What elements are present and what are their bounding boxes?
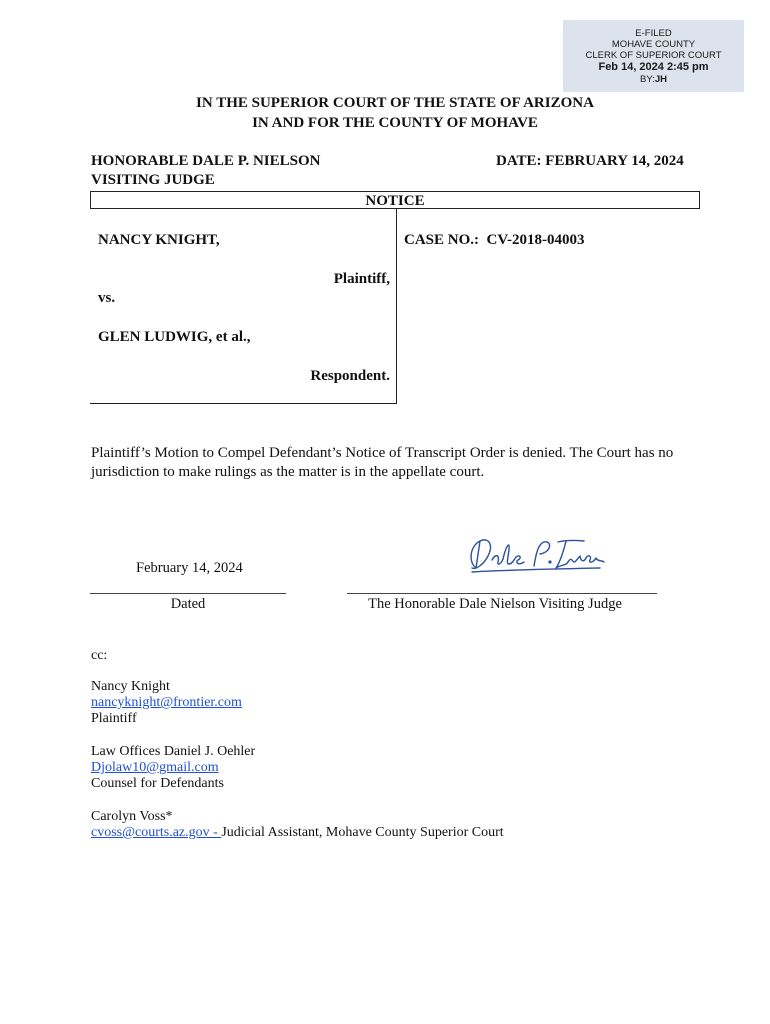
stamp-line-county: MOHAVE COUNTY xyxy=(611,39,696,50)
defendant-name: GLEN LUDWIG, et al., xyxy=(98,329,251,345)
cc-recipient-email-link[interactable]: cvoss@courts.az.gov - xyxy=(91,825,222,840)
stamp-datetime: Feb 14, 2024 2:45 pm xyxy=(598,61,709,73)
cc-recipient-1 xyxy=(91,679,242,727)
judge-signature-image xyxy=(462,532,607,578)
date-signature-line xyxy=(90,593,286,594)
defendant-role: Respondent. xyxy=(310,368,390,384)
caption-divider-vertical xyxy=(396,209,397,404)
signature-date: February 14, 2024 xyxy=(136,560,243,576)
case-number: CASE NO.: CV-2018-04003 xyxy=(404,232,585,248)
cc-recipient-name: Nancy Knight xyxy=(91,679,170,694)
notice-title: NOTICE xyxy=(90,191,700,209)
ruling-paragraph: Plaintiff’s Motion to Compel Defendant’s Notice of Transcript Order is denied. The Court has no jurisdiction to make rulings as the matter is in the appellate court. xyxy=(91,445,674,480)
stamp-by-label: BY: xyxy=(640,74,655,85)
cc-recipient-role: Counsel for Defendants xyxy=(91,776,224,791)
judge-title: VISITING JUDGE xyxy=(91,172,215,188)
plaintiff-name: NANCY KNIGHT, xyxy=(98,232,220,248)
versus: vs. xyxy=(98,290,116,306)
judge-signature-label: The Honorable Dale Nielson Visiting Judge xyxy=(368,596,622,612)
cc-recipient-contact-line xyxy=(91,825,711,841)
cc-recipient-name: Carolyn Voss* xyxy=(91,809,173,824)
cc-label: cc: xyxy=(91,648,108,663)
cc-recipient-email-link[interactable]: nancyknight@frontier.com xyxy=(91,695,242,710)
cc-recipient-email-link[interactable]: Djolaw10@gmail.com xyxy=(91,760,219,775)
court-heading-line2: IN AND FOR THE COUNTY OF MOHAVE xyxy=(252,115,538,131)
cc-recipient-role: Judicial Assistant, Mohave County Superior Court xyxy=(221,825,504,840)
efiled-stamp xyxy=(563,20,744,92)
cc-recipient-role: Plaintiff xyxy=(91,711,137,726)
stamp-line-efiled: E-FILED xyxy=(635,28,672,39)
cc-recipient-2 xyxy=(91,744,255,792)
caption-divider-horizontal xyxy=(90,403,397,404)
stamp-line-clerk: CLERK OF SUPERIOR COURT xyxy=(585,50,722,61)
cc-recipient-name: Law Offices Daniel J. Oehler xyxy=(91,744,256,759)
cc-recipient-3 xyxy=(91,809,711,841)
court-heading-line1: IN THE SUPERIOR COURT OF THE STATE OF ARIZONA xyxy=(196,95,594,111)
dated-label: Dated xyxy=(170,596,206,612)
stamp-by xyxy=(563,74,744,85)
document-date: DATE: FEBRUARY 14, 2024 xyxy=(496,153,684,169)
judge-name: HONORABLE DALE P. NIELSON xyxy=(91,153,321,169)
stamp-by-initials: JH xyxy=(654,74,667,85)
plaintiff-role: Plaintiff, xyxy=(333,271,390,287)
judge-signature-line xyxy=(347,593,657,594)
